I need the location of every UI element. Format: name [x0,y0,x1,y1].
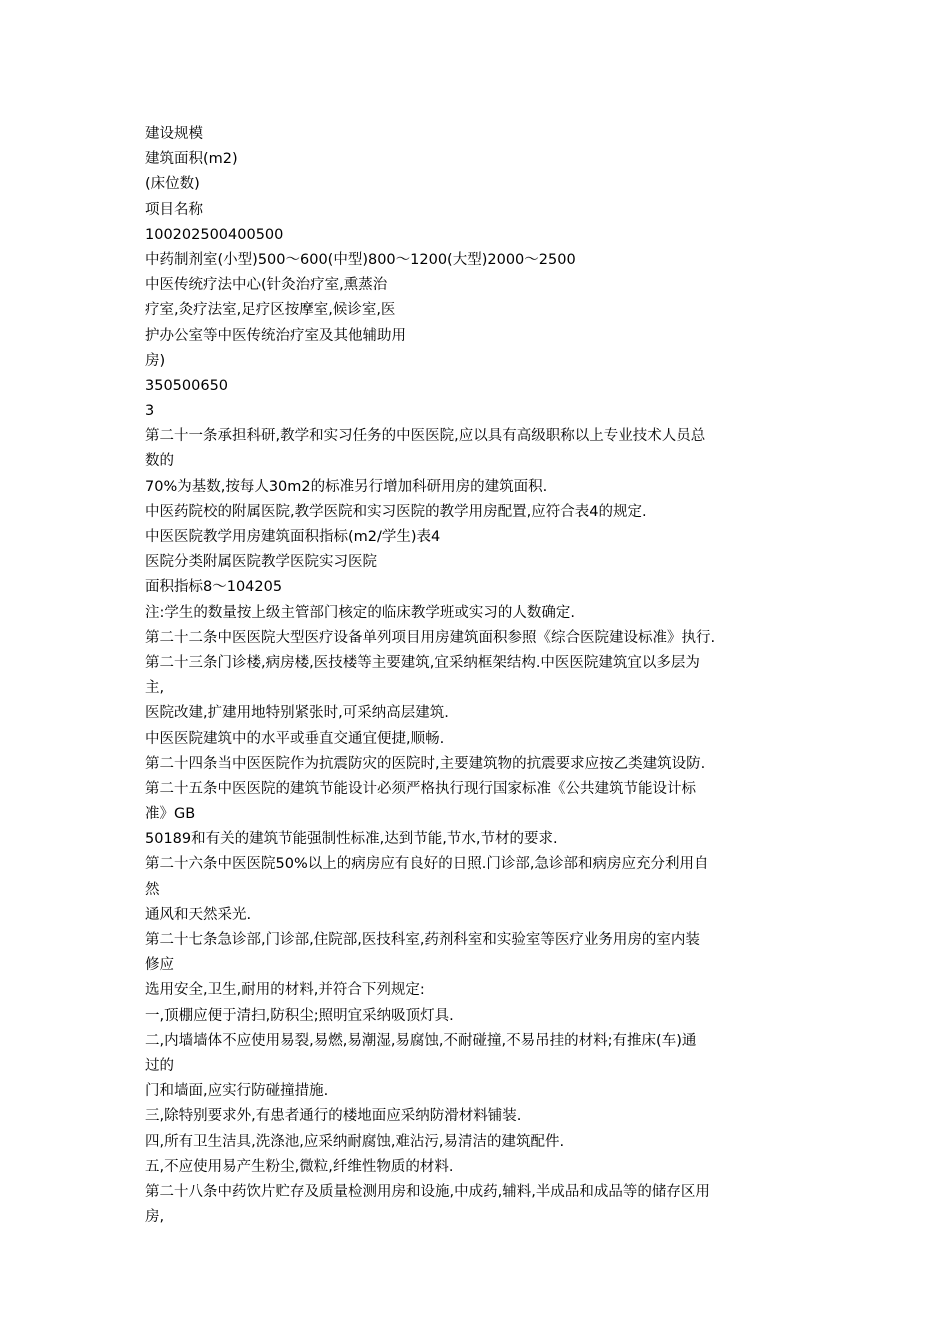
text-line: 第二十四条当中医医院作为抗震防灾的医院时,主要建筑物的抗震要求应按乙类建筑设防. [145,755,706,772]
text-line: 准》GB [145,806,196,823]
text-line: 项目名称 [145,201,203,218]
text-line: 中医传统疗法中心(针灸治疗室,熏蒸治 [145,277,388,294]
text-line: 二,内墙墙体不应使用易裂,易燃,易潮湿,易腐蚀,不耐碰撞,不易吊挂的材料;有推床(车)通 [145,1032,697,1049]
text-line: 医院分类附属医院教学医院实习医院 [145,554,377,571]
text-line: 一,顶棚应便于清扫,防积尘;照明宜采纳吸顶灯具. [145,1007,454,1024]
text-line: 第二十七条急诊部,门诊部,住院部,医技科室,药剂科室和实验室等医疗业务用房的室内装 [145,932,700,948]
text-line: 然 [145,881,160,898]
text-line: 50189和有关的建筑节能强制性标准,达到节能,节水,节材的要求. [145,831,558,848]
text-line: 五,不应使用易产生粉尘,微粒,纤维性物质的材料. [145,1158,454,1175]
text-line: 第二十五条中医医院的建筑节能设计必须严格执行现行国家标准《公共建筑节能设计标 [145,780,696,797]
text-line: 第二十八条中药饮片贮存及质量检测用房和设施,中成药,辅料,半成品和成品等的储存区用 [145,1183,710,1200]
text-line: 第二十二条中医医院大型医疗设备单列项目用房建筑面积参照《综合医院建设标准》执行. [145,629,716,646]
text-line: 门和墙面,应实行防碰撞措施. [145,1083,329,1100]
text-line: 建设规模 [145,126,203,142]
text-line: 建筑面积(m2) [145,151,238,168]
text-line: 护办公室等中医传统治疗室及其他辅助用 [145,327,406,344]
text-line: 第二十三条门诊楼,病房楼,医技楼等主要建筑,宜采纳框架结构.中医医院建筑宜以多层为 [145,654,700,671]
text-line: 第二十六条中医医院50%以上的病房应有良好的日照.门诊部,急诊部和病房应充分利用自 [145,856,709,873]
text-line: 主, [145,680,165,697]
text-line: 修应 [145,957,174,974]
text-line: 通风和天然采光. [145,906,252,923]
text-line: 中医医院建筑中的水平或垂直交通宜便捷,顺畅. [145,730,445,747]
document-body [145,122,813,1230]
text-line: 数的 [145,453,174,470]
text-line: 房, [145,1209,165,1226]
text-line: 3 [145,403,155,420]
text-line: 过的 [145,1057,174,1074]
text-line: 100202500400500 [145,226,284,243]
text-line: 注:学生的数量按上级主管部门核定的临床教学班或实习的人数确定. [145,604,575,621]
text-line: 面积指标8～104205 [145,579,283,596]
text-line: 四,所有卫生洁具,洗涤池,应采纳耐腐蚀,难沾污,易清洁的建筑配件. [145,1133,565,1150]
text-line: 350500650 [145,377,229,394]
text-line: 70%为基数,按每人30m2的标准另行增加科研用房的建筑面积. [145,478,548,495]
text-line: 选用安全,卫生,耐用的材料,并符合下列规定: [145,982,425,999]
text-line: 三,除特别要求外,有患者通行的楼地面应采纳防滑材料铺装. [145,1108,522,1125]
text-line: 疗室,灸疗法室,足疗区按摩室,候诊室,医 [145,302,396,319]
text-line: (床位数) [145,176,200,193]
text-line: 中药制剂室(小型)500～600(中型)800～1200(大型)2000～2500 [145,251,576,268]
text-line: 房) [145,352,166,369]
text-line: 第二十一条承担科研,教学和实习任务的中医医院,应以具有高级职称以上专业技术人员总 [145,428,706,445]
text-line: 中医药院校的附属医院,教学医院和实习医院的教学用房配置,应符合表4的规定. [145,503,647,520]
text-line: 医院改建,扩建用地特别紧张时,可采纳高层建筑. [145,705,449,722]
text-line: 中医医院教学用房建筑面积指标(m2/学生)表4 [145,529,441,545]
